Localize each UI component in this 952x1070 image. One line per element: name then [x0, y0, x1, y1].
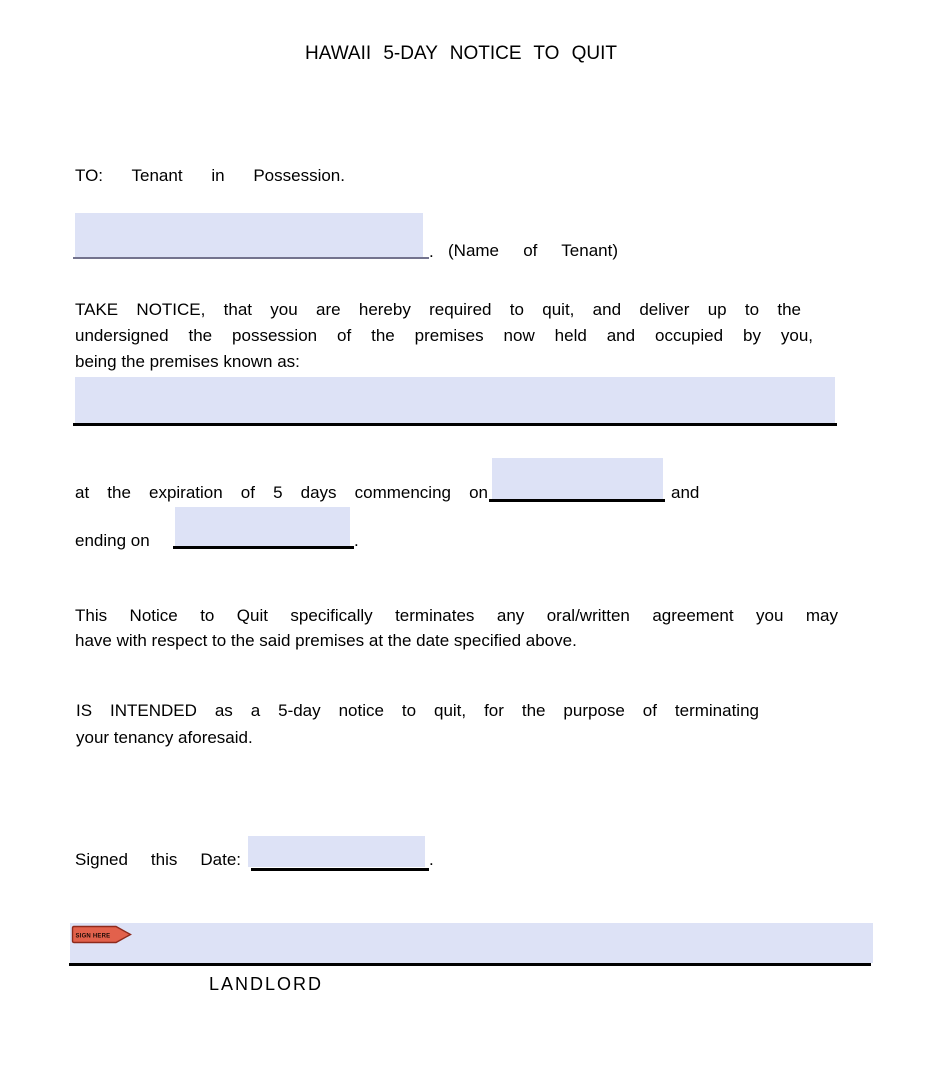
ending-date-underline — [173, 546, 354, 549]
sign-here-tag[interactable] — [71, 925, 133, 944]
intent-line-2: your tenancy aforesaid. — [76, 728, 253, 747]
commencing-date-underline — [489, 499, 665, 502]
ending-on-label: ending on — [75, 531, 150, 550]
premises-underline — [73, 423, 837, 426]
take-notice-line-1: TAKE NOTICE, that you are hereby required to quit, and deliver up to the — [75, 300, 801, 319]
landlord-label: LANDLORD — [209, 974, 324, 994]
signed-this-date-label: Signed this Date: — [75, 850, 241, 869]
sign-here-tag-label: SIGN HERE — [75, 933, 111, 940]
signed-date-period: . — [429, 850, 434, 869]
take-notice-line-3: being the premises known as: — [75, 352, 300, 371]
tenant-name-field[interactable] — [75, 213, 423, 257]
name-of-tenant-caption: (Name of Tenant) — [448, 241, 618, 260]
expiration-commencing-text: at the expiration of 5 days commencing on — [75, 483, 488, 502]
and-text: and — [671, 483, 700, 502]
signed-date-underline — [251, 868, 429, 871]
ending-date-period: . — [354, 531, 359, 550]
take-notice-line-2: undersigned the possession of the premises now held and occupied by you, — [75, 326, 813, 345]
premises-address-field[interactable] — [75, 377, 835, 423]
signature-underline — [69, 963, 871, 966]
tenant-name-underline — [73, 257, 429, 259]
to-tenant-label: TO: Tenant in Possession. — [75, 166, 345, 185]
signed-date-field[interactable] — [248, 836, 425, 867]
termination-line-1: This Notice to Quit specifically terminates any oral/written agreement you may — [75, 606, 838, 625]
ending-date-field[interactable] — [175, 507, 350, 546]
termination-line-2: have with respect to the said premises at the date specified above. — [75, 631, 577, 650]
commencing-date-field[interactable] — [492, 458, 663, 499]
landlord-signature-field[interactable] — [70, 923, 873, 963]
page-title: HAWAII 5-DAY NOTICE TO QUIT — [305, 43, 617, 64]
intent-line-1: IS INTENDED as a 5-day notice to quit, for the purpose of terminating — [76, 701, 759, 720]
tenant-name-period: . — [429, 242, 434, 261]
